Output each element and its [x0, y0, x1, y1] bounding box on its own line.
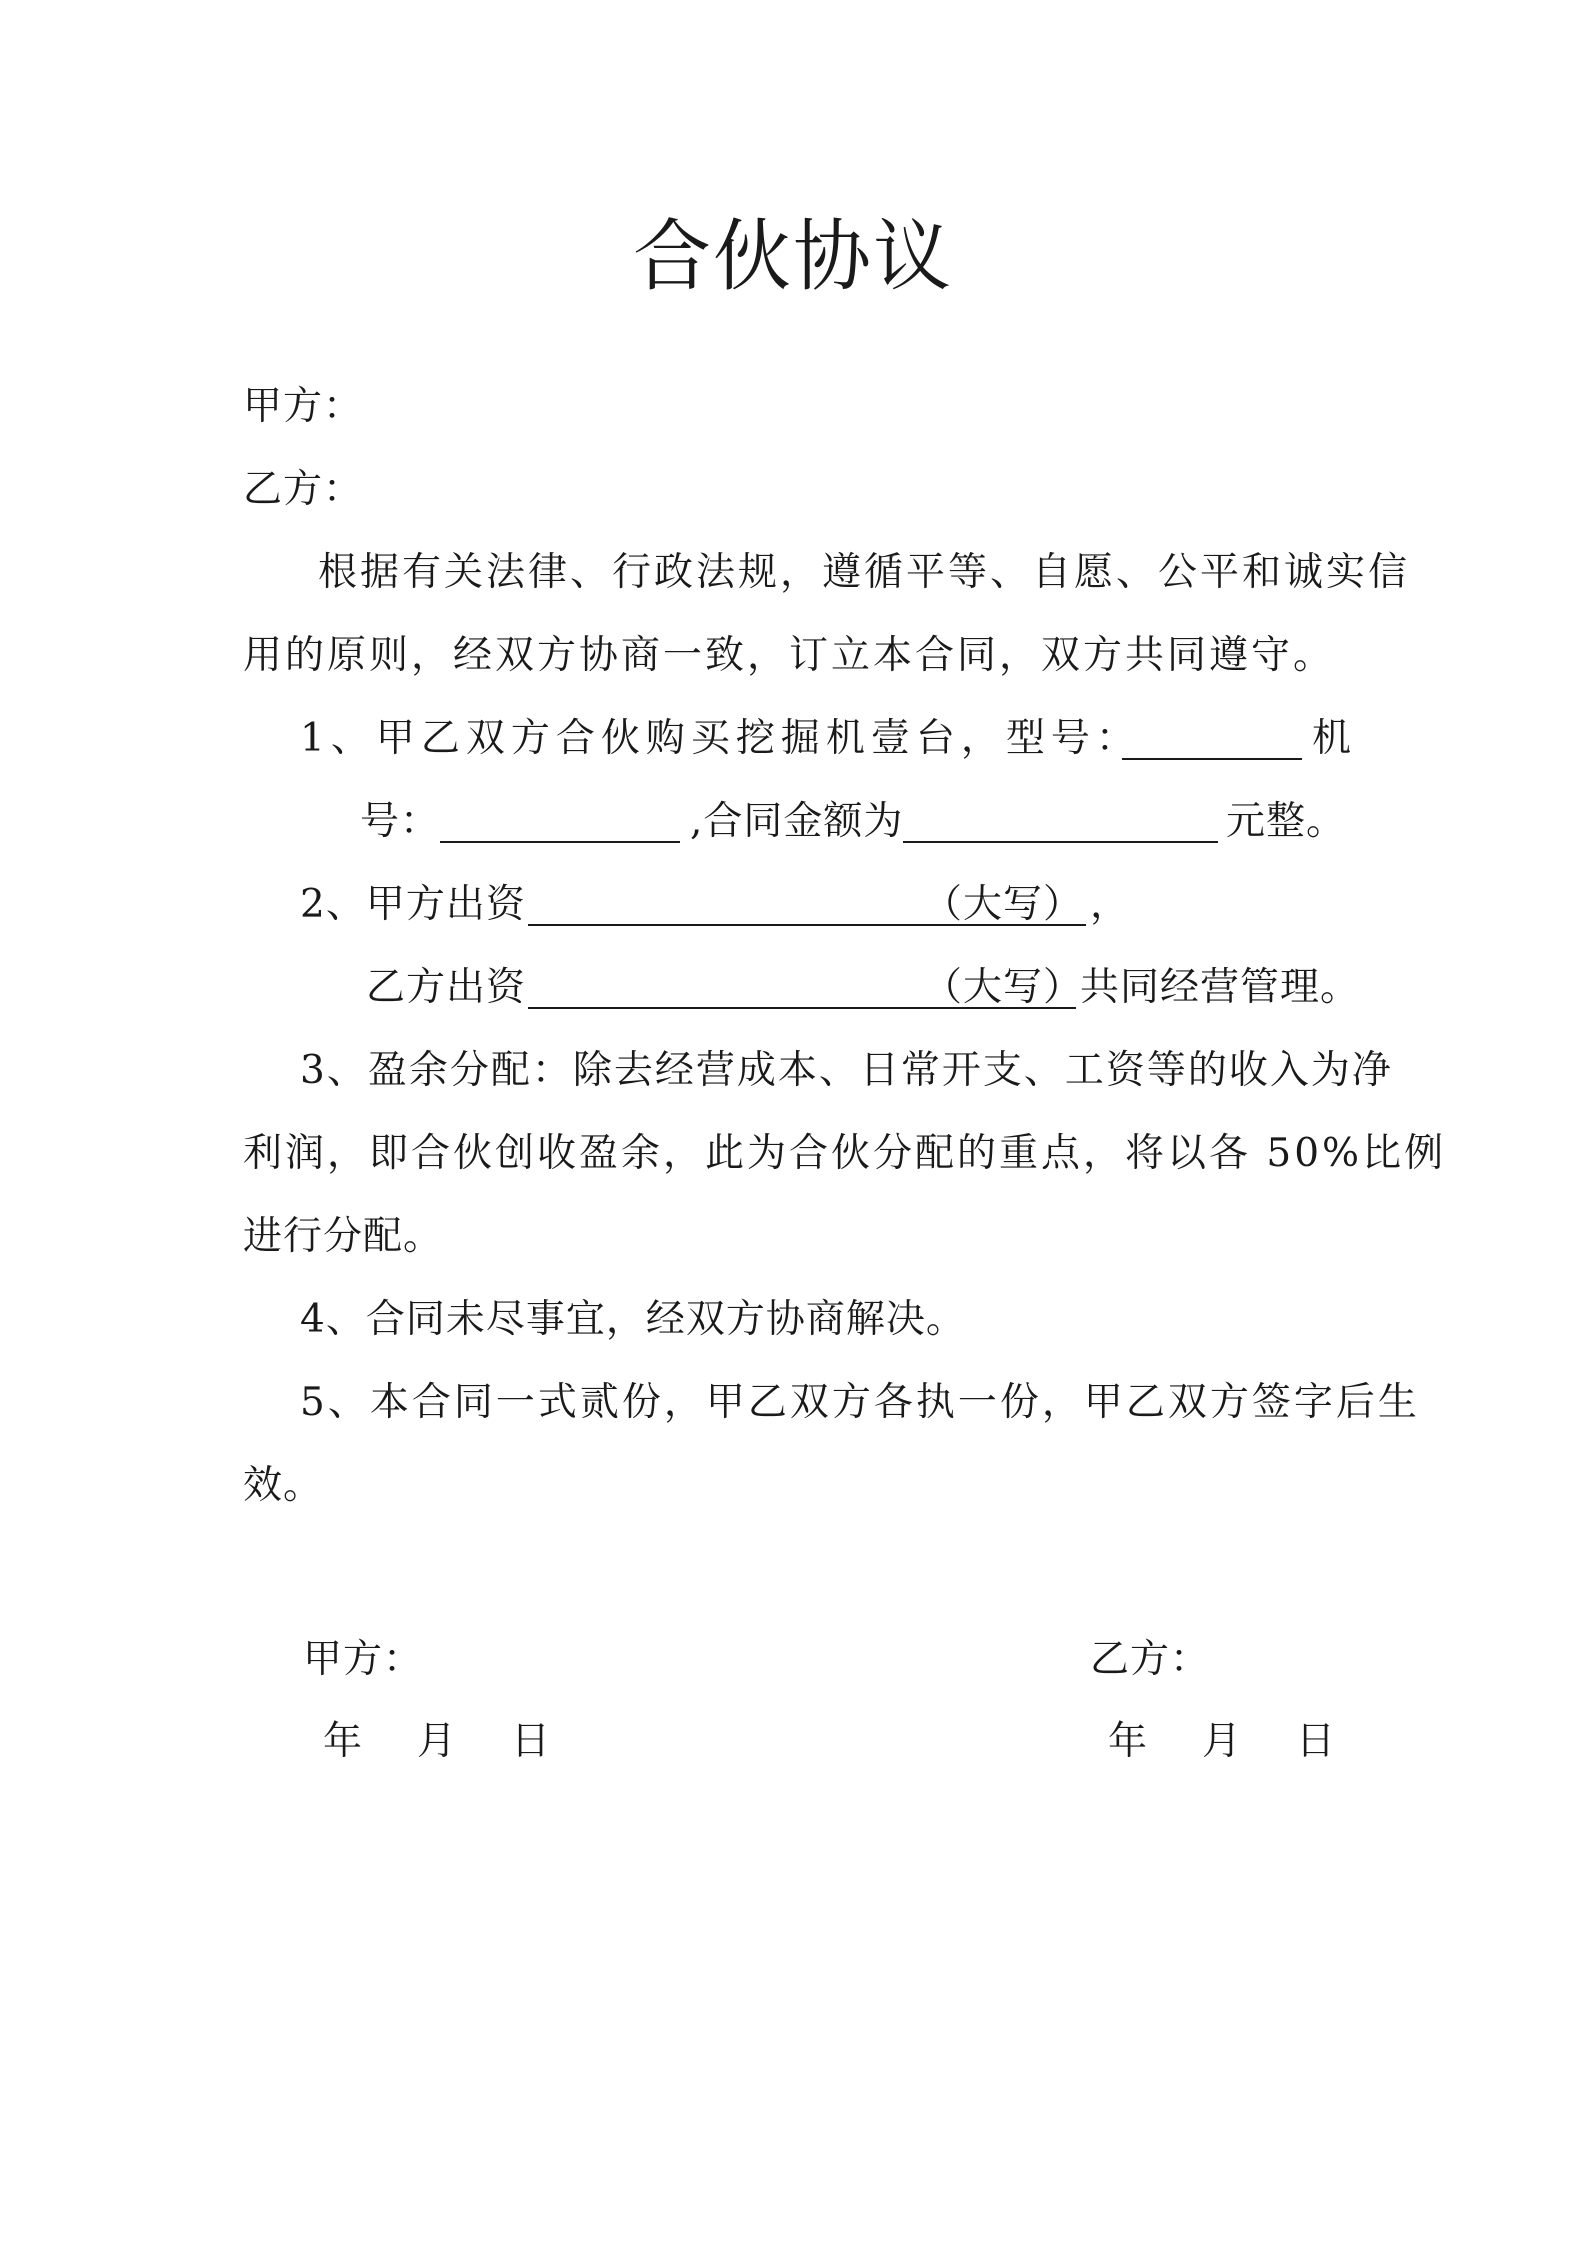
clause-2-comma: ，: [1090, 882, 1131, 927]
clause-5-line-2: 效。: [243, 1463, 324, 1508]
clause-3-line-3: 进行分配。: [243, 1214, 444, 1259]
clause-3-line-1: 3、盈余分配：除去经营成本、日常开支、工资等的收入为净: [300, 1048, 1393, 1093]
clause-3-line-2: 利润，即合伙创收盈余，此为合伙分配的重点，将以各 50%比例: [243, 1131, 1447, 1176]
clause-2-capital-note-b: （大写）: [923, 965, 1084, 1010]
party-a-label: 甲方：: [243, 384, 364, 429]
signature-party-a: 甲方：: [303, 1637, 424, 1682]
clause-2-party-b-invest: 乙方出资: [366, 965, 527, 1010]
signature-date-a: 年 月 日: [323, 1719, 559, 1764]
intro-line-1: 根据有关法律、行政法规，遵循平等、自愿、公平和诚实信: [318, 550, 1411, 595]
clause-2-line-2-end: 共同经营管理。: [1080, 965, 1361, 1010]
clause-1-line-2-end: 元整。: [1226, 799, 1347, 844]
document-title: 合伙协议: [632, 212, 953, 302]
clause-1-amount-label: ,合同金额为: [690, 799, 904, 844]
serial-number-blank[interactable]: [440, 841, 680, 843]
clause-1-line-2-start: 号：: [360, 799, 441, 844]
intro-line-2: 用的原则，经双方协商一致，订立本合同，双方共同遵守。: [243, 633, 1336, 678]
contract-amount-blank[interactable]: [903, 841, 1218, 843]
clause-1-line-1-end: 机: [1312, 716, 1353, 761]
clause-2-party-a-invest: 2、甲方出资: [300, 882, 526, 927]
model-blank[interactable]: [1122, 758, 1302, 760]
clause-5-line-1: 5、本合同一式贰份，甲乙双方各执一份，甲乙双方签字后生: [300, 1380, 1420, 1425]
clause-2-capital-note-a: （大写）: [923, 882, 1084, 927]
signature-party-b: 乙方：: [1090, 1637, 1211, 1682]
signature-date-b: 年 月 日: [1108, 1719, 1344, 1764]
party-b-label: 乙方：: [243, 467, 364, 512]
clause-4: 4、合同未尽事宜，经双方协商解决。: [300, 1297, 966, 1342]
clause-1-line-1: 1、甲乙双方合伙购买挖掘机壹台，型号：: [300, 716, 1141, 761]
